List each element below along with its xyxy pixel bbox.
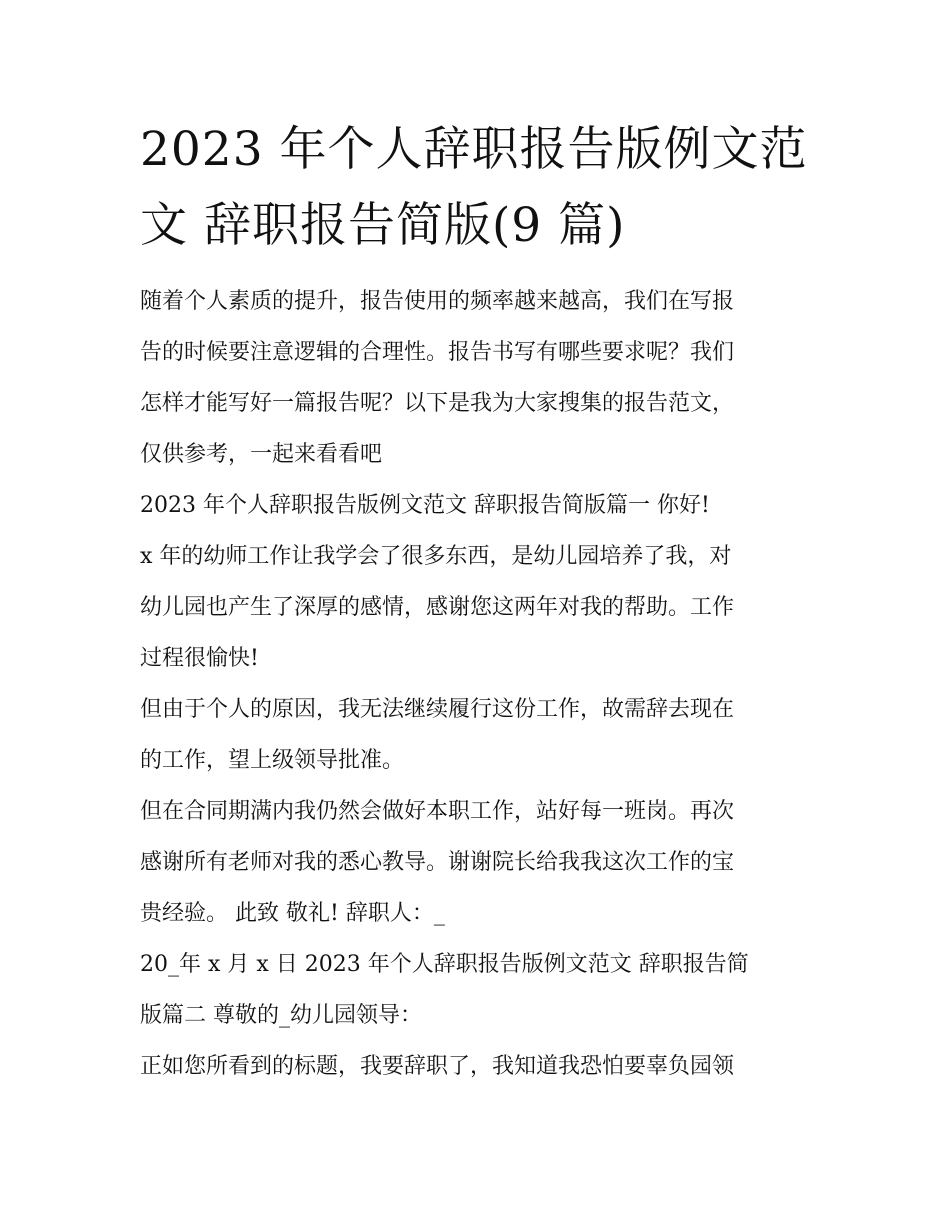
date-and-section-two-heading: 20_年 x 月 x 日 2023 年个人辞职报告版例文范文 辞职报告简 版篇二 尊敬的_幼儿园领导：	[140, 952, 749, 1028]
section-heading-one: 2023 年个人辞职报告版例文范文 辞职报告简版篇一 你好!	[140, 493, 710, 518]
body-paragraph: x 年的幼师工作让我学会了很多东西，是幼儿园培养了我，对 幼儿园也产生了深厚的感情，感谢您这两年对我的帮助。工作 过程很愉快!	[140, 544, 735, 671]
body-paragraph: 但在合同期满内我仍然会做好本职工作，站好每一班岗。再次 感谢所有老师对我的悉心教导。谢谢院长给我我这次工作的宝 贵经验。 此致 敬礼! 辞职人：_	[140, 799, 735, 926]
document-body	[140, 276, 820, 1092]
intro-paragraph: 随着个人素质的提升，报告使用的频率越来越高，我们在写报 告的时候要注意逻辑的合理性。报告书写有哪些要求呢？我们 怎样才能写好一篇报告呢？以下是我为大家搜集的报告范文， 仅供参考，一起来看看吧	[140, 289, 735, 467]
body-paragraph: 正如您所看到的标题，我要辞职了，我知道我恐怕要辜负园领	[140, 1054, 735, 1079]
body-paragraph: 但由于个人的原因，我无法继续履行这份工作，故需辞去现在 的工作，望上级领导批准。	[140, 697, 735, 773]
document-title: 2023 年个人辞职报告版例文范 文 辞职报告简版(9 篇)	[140, 122, 808, 253]
